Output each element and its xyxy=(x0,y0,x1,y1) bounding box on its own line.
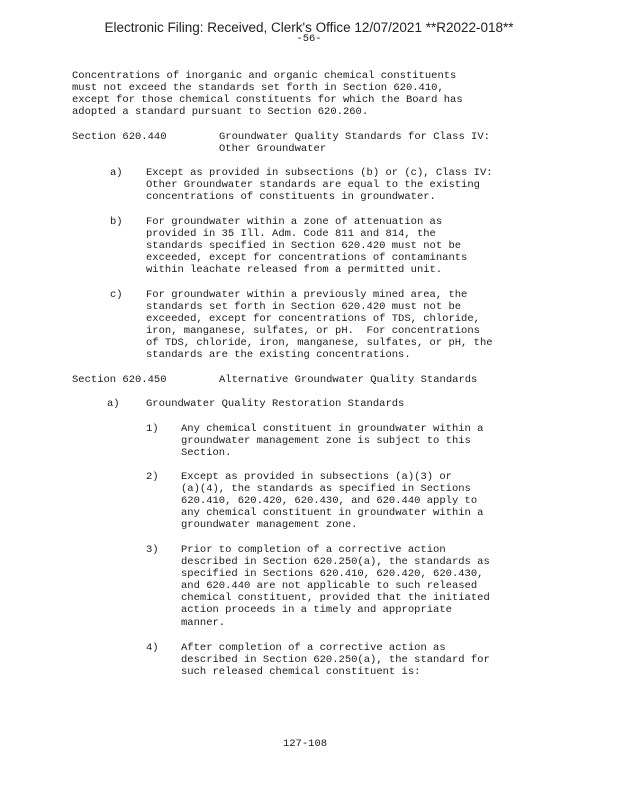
section-450-subsection-a-label: a) xyxy=(107,398,120,410)
subsection-c-label: c) xyxy=(110,289,123,301)
subsection-a-label: a) xyxy=(110,167,123,179)
section-450-number: Section 620.450 xyxy=(72,374,167,386)
page-marker: -56- xyxy=(296,33,322,45)
subsection-b-label: b) xyxy=(110,216,123,228)
section-440-title: Groundwater Quality Standards for Class IV: Other Groundwater xyxy=(219,131,490,156)
section-440-number: Section 620.440 xyxy=(72,131,167,143)
item-3-label: 3) xyxy=(146,544,159,556)
section-450-subsection-a-title: Groundwater Quality Restoration Standards xyxy=(146,398,405,410)
subsection-a-text: Except as provided in subsections (b) or (c), Class IV: Other Groundwater standards are equal to the existing concentrations of constituents in groundwater. xyxy=(146,167,493,204)
section-450-title: Alternative Groundwater Quality Standards xyxy=(219,374,478,386)
item-2-text: Except as provided in subsections (a)(3) or (a)(4), the standards as specified in Sections 620.410, 620.420, 620.430, and 620.440 apply to any chemical constituent in groundwater within a groundwater management zone. xyxy=(181,471,484,532)
item-3-text: Prior to completion of a corrective action described in Section 620.250(a), the standards as specified in Sections 620.410, 620.420, 620.430, and 620.440 are not applicable to such released chemical constituent, provided that the initiated action proceeds in a timely and appropriate manner. xyxy=(181,544,490,629)
item-2-label: 2) xyxy=(146,471,159,483)
filing-stamp: Electronic Filing: Received, Clerk's Office 12/07/2021 **R2022-018** xyxy=(104,20,514,35)
item-1-label: 1) xyxy=(146,423,159,435)
subsection-b-text: For groundwater within a zone of attenuation as provided in 35 Ill. Adm. Code 811 and 814, the standards specified in Section 620.420 must not be exceeded, except for concentrations of contaminants within leachate released from a permitted unit. xyxy=(146,216,468,277)
page-footer-ref: 127-108 xyxy=(282,738,328,750)
subsection-c-text: For groundwater within a previously mined area, the standards set forth in Section 620.420 must not be exceeded, except for concentrations of TDS, chloride, iron, manganese, sulfates, or pH. For concentrations of TDS, chloride, iron, manganese, sulfates, or pH, the standards are the existing concentrations. xyxy=(146,289,493,362)
item-4-label: 4) xyxy=(146,642,159,654)
intro-paragraph: Concentrations of inorganic and organic chemical constituents must not exceed the standards set forth in Section 620.410, except for those chemical constituents for which the Board has adopted a standard pursuant to Section 620.260. xyxy=(72,70,463,119)
item-4-text: After completion of a corrective action as described in Section 620.250(a), the standard for such released chemical constituent is: xyxy=(181,642,490,679)
item-1-text: Any chemical constituent in groundwater within a groundwater management zone is subject to this Section. xyxy=(181,423,484,460)
